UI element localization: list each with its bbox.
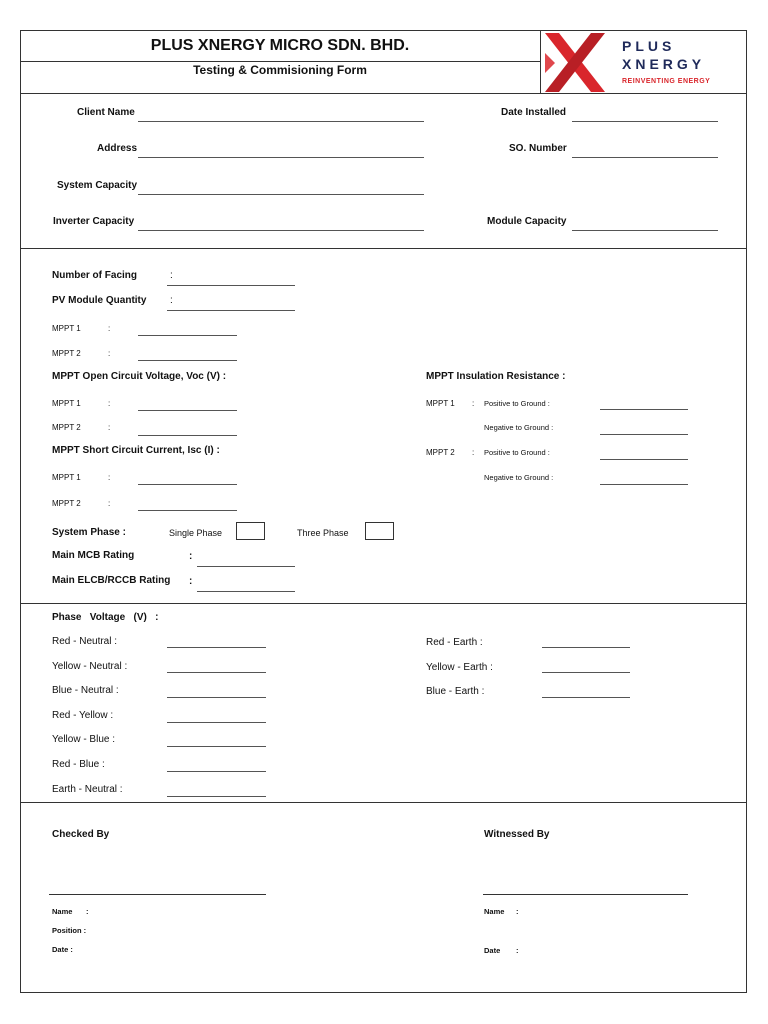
- mppt1-quantity-field[interactable]: [138, 335, 237, 336]
- checked-by-label: Checked By: [52, 829, 110, 840]
- earth-neutral-field[interactable]: [167, 796, 266, 797]
- form-frame: [20, 30, 747, 993]
- colon: :: [108, 349, 111, 358]
- blue-earth-label: Blue - Earth :: [426, 686, 485, 697]
- yellow-blue-label: Yellow - Blue :: [52, 734, 115, 745]
- isc-mppt2-field[interactable]: [138, 510, 237, 511]
- witnessed-by-signature-line[interactable]: [483, 894, 688, 895]
- form-title: Testing & Commisioning Form: [193, 63, 367, 77]
- colon: :: [516, 907, 519, 916]
- client-name-field[interactable]: [138, 121, 424, 122]
- red-yellow-field[interactable]: [167, 722, 266, 723]
- red-blue-label: Red - Blue :: [52, 759, 105, 770]
- logo-text-plus: PLUS: [622, 38, 676, 54]
- main-elcb-label: Main ELCB/RCCB Rating: [52, 575, 171, 586]
- colon: :: [108, 499, 111, 508]
- insulation-title: MPPT Insulation Resistance :: [426, 371, 566, 382]
- red-neutral-label: Red - Neutral :: [52, 636, 118, 647]
- yellow-neutral-field[interactable]: [167, 672, 266, 673]
- date-label: Date :: [52, 945, 73, 954]
- so-number-field[interactable]: [572, 157, 718, 158]
- name-label: Name: [52, 907, 73, 916]
- mppt2-label: MPPT 2: [52, 349, 81, 358]
- yellow-earth-label: Yellow - Earth :: [426, 662, 493, 673]
- yellow-earth-field[interactable]: [542, 672, 630, 673]
- mppt1-label: MPPT 1: [52, 399, 81, 408]
- main-mcb-field[interactable]: [197, 566, 295, 567]
- voc-mppt1-field[interactable]: [138, 410, 237, 411]
- colon: :: [189, 576, 193, 587]
- system-capacity-label: System Capacity: [57, 180, 138, 191]
- number-of-facing-field[interactable]: [167, 285, 295, 286]
- positive-to-ground-label: Positive to Ground :: [484, 448, 550, 457]
- colon: :: [108, 423, 111, 432]
- voc-mppt2-field[interactable]: [138, 435, 237, 436]
- colon: :: [189, 551, 193, 562]
- colon: :: [86, 907, 89, 916]
- isc-title: MPPT Short Circuit Current, Isc (I) :: [52, 445, 220, 456]
- colon: :: [108, 324, 111, 333]
- section-divider: [20, 248, 747, 249]
- address-label: Address: [97, 143, 138, 154]
- phase-voltage-title: Phase Voltage (V) :: [52, 612, 159, 623]
- mppt2-positive-field[interactable]: [600, 459, 688, 460]
- blue-neutral-field[interactable]: [167, 697, 266, 698]
- so-number-label: SO. Number: [509, 143, 567, 154]
- single-phase-label: Single Phase: [169, 528, 223, 538]
- earth-neutral-label: Earth - Neutral :: [52, 784, 123, 795]
- main-elcb-field[interactable]: [197, 591, 295, 592]
- mppt1-label: MPPT 1: [426, 399, 455, 408]
- red-neutral-field[interactable]: [167, 647, 266, 648]
- number-of-facing-label: Number of Facing: [52, 270, 138, 281]
- mppt1-label: MPPT 1: [52, 324, 81, 333]
- red-yellow-label: Red - Yellow :: [52, 710, 114, 721]
- date-installed-field[interactable]: [572, 121, 718, 122]
- three-phase-checkbox[interactable]: [365, 522, 394, 540]
- positive-to-ground-label: Positive to Ground :: [484, 399, 550, 408]
- witnessed-by-label: Witnessed By: [484, 829, 550, 840]
- date-label: Date: [484, 946, 501, 955]
- plus-xnergy-logo-icon: [545, 33, 605, 92]
- inverter-capacity-label: Inverter Capacity: [53, 216, 135, 227]
- checked-by-signature-line[interactable]: [49, 894, 266, 895]
- system-phase-label: System Phase :: [52, 527, 126, 538]
- colon: :: [472, 399, 475, 408]
- logo-tagline: REINVENTING ENERGY: [622, 78, 711, 85]
- section-divider: [20, 93, 747, 94]
- pv-module-quantity-field[interactable]: [167, 310, 295, 311]
- section-divider: [20, 603, 747, 604]
- red-earth-label: Red - Earth :: [426, 637, 483, 648]
- mppt2-label: MPPT 2: [52, 499, 81, 508]
- mppt2-label: MPPT 2: [426, 448, 455, 457]
- main-mcb-label: Main MCB Rating: [52, 550, 135, 561]
- voc-title: MPPT Open Circuit Voltage, Voc (V) :: [52, 371, 227, 382]
- module-capacity-label: Module Capacity: [487, 216, 567, 227]
- colon: :: [472, 448, 475, 457]
- mppt2-negative-field[interactable]: [600, 484, 688, 485]
- header-divider: [20, 61, 540, 62]
- module-capacity-field[interactable]: [572, 230, 718, 231]
- name-label: Name: [484, 907, 505, 916]
- client-name-label: Client Name: [77, 107, 135, 118]
- date-installed-label: Date Installed: [501, 107, 567, 118]
- colon: :: [108, 473, 111, 482]
- yellow-blue-field[interactable]: [167, 746, 266, 747]
- red-earth-field[interactable]: [542, 647, 630, 648]
- yellow-neutral-label: Yellow - Neutral :: [52, 661, 128, 672]
- pv-module-quantity-label: PV Module Quantity: [52, 295, 147, 306]
- negative-to-ground-label: Negative to Ground :: [484, 473, 554, 482]
- logo-text-xnergy: XNERGY: [622, 56, 706, 72]
- colon: :: [170, 270, 173, 281]
- colon: :: [170, 295, 173, 306]
- blue-neutral-label: Blue - Neutral :: [52, 685, 119, 696]
- blue-earth-field[interactable]: [542, 697, 630, 698]
- logo-divider: [540, 30, 541, 93]
- address-field[interactable]: [138, 157, 424, 158]
- section-divider: [20, 802, 747, 803]
- isc-mppt1-field[interactable]: [138, 484, 237, 485]
- mppt2-label: MPPT 2: [52, 423, 81, 432]
- mppt2-quantity-field[interactable]: [138, 360, 237, 361]
- single-phase-checkbox[interactable]: [236, 522, 265, 540]
- company-name: PLUS XNERGY MICRO SDN. BHD.: [150, 37, 410, 54]
- colon: :: [516, 946, 519, 955]
- red-blue-field[interactable]: [167, 771, 266, 772]
- colon: :: [108, 399, 111, 408]
- negative-to-ground-label: Negative to Ground :: [484, 423, 554, 432]
- mppt1-label: MPPT 1: [52, 473, 81, 482]
- system-capacity-field[interactable]: [138, 194, 424, 195]
- mppt1-positive-field[interactable]: [600, 409, 688, 410]
- position-label: Position :: [52, 926, 87, 935]
- mppt1-negative-field[interactable]: [600, 434, 688, 435]
- inverter-capacity-field[interactable]: [138, 230, 424, 231]
- three-phase-label: Three Phase: [297, 528, 349, 538]
